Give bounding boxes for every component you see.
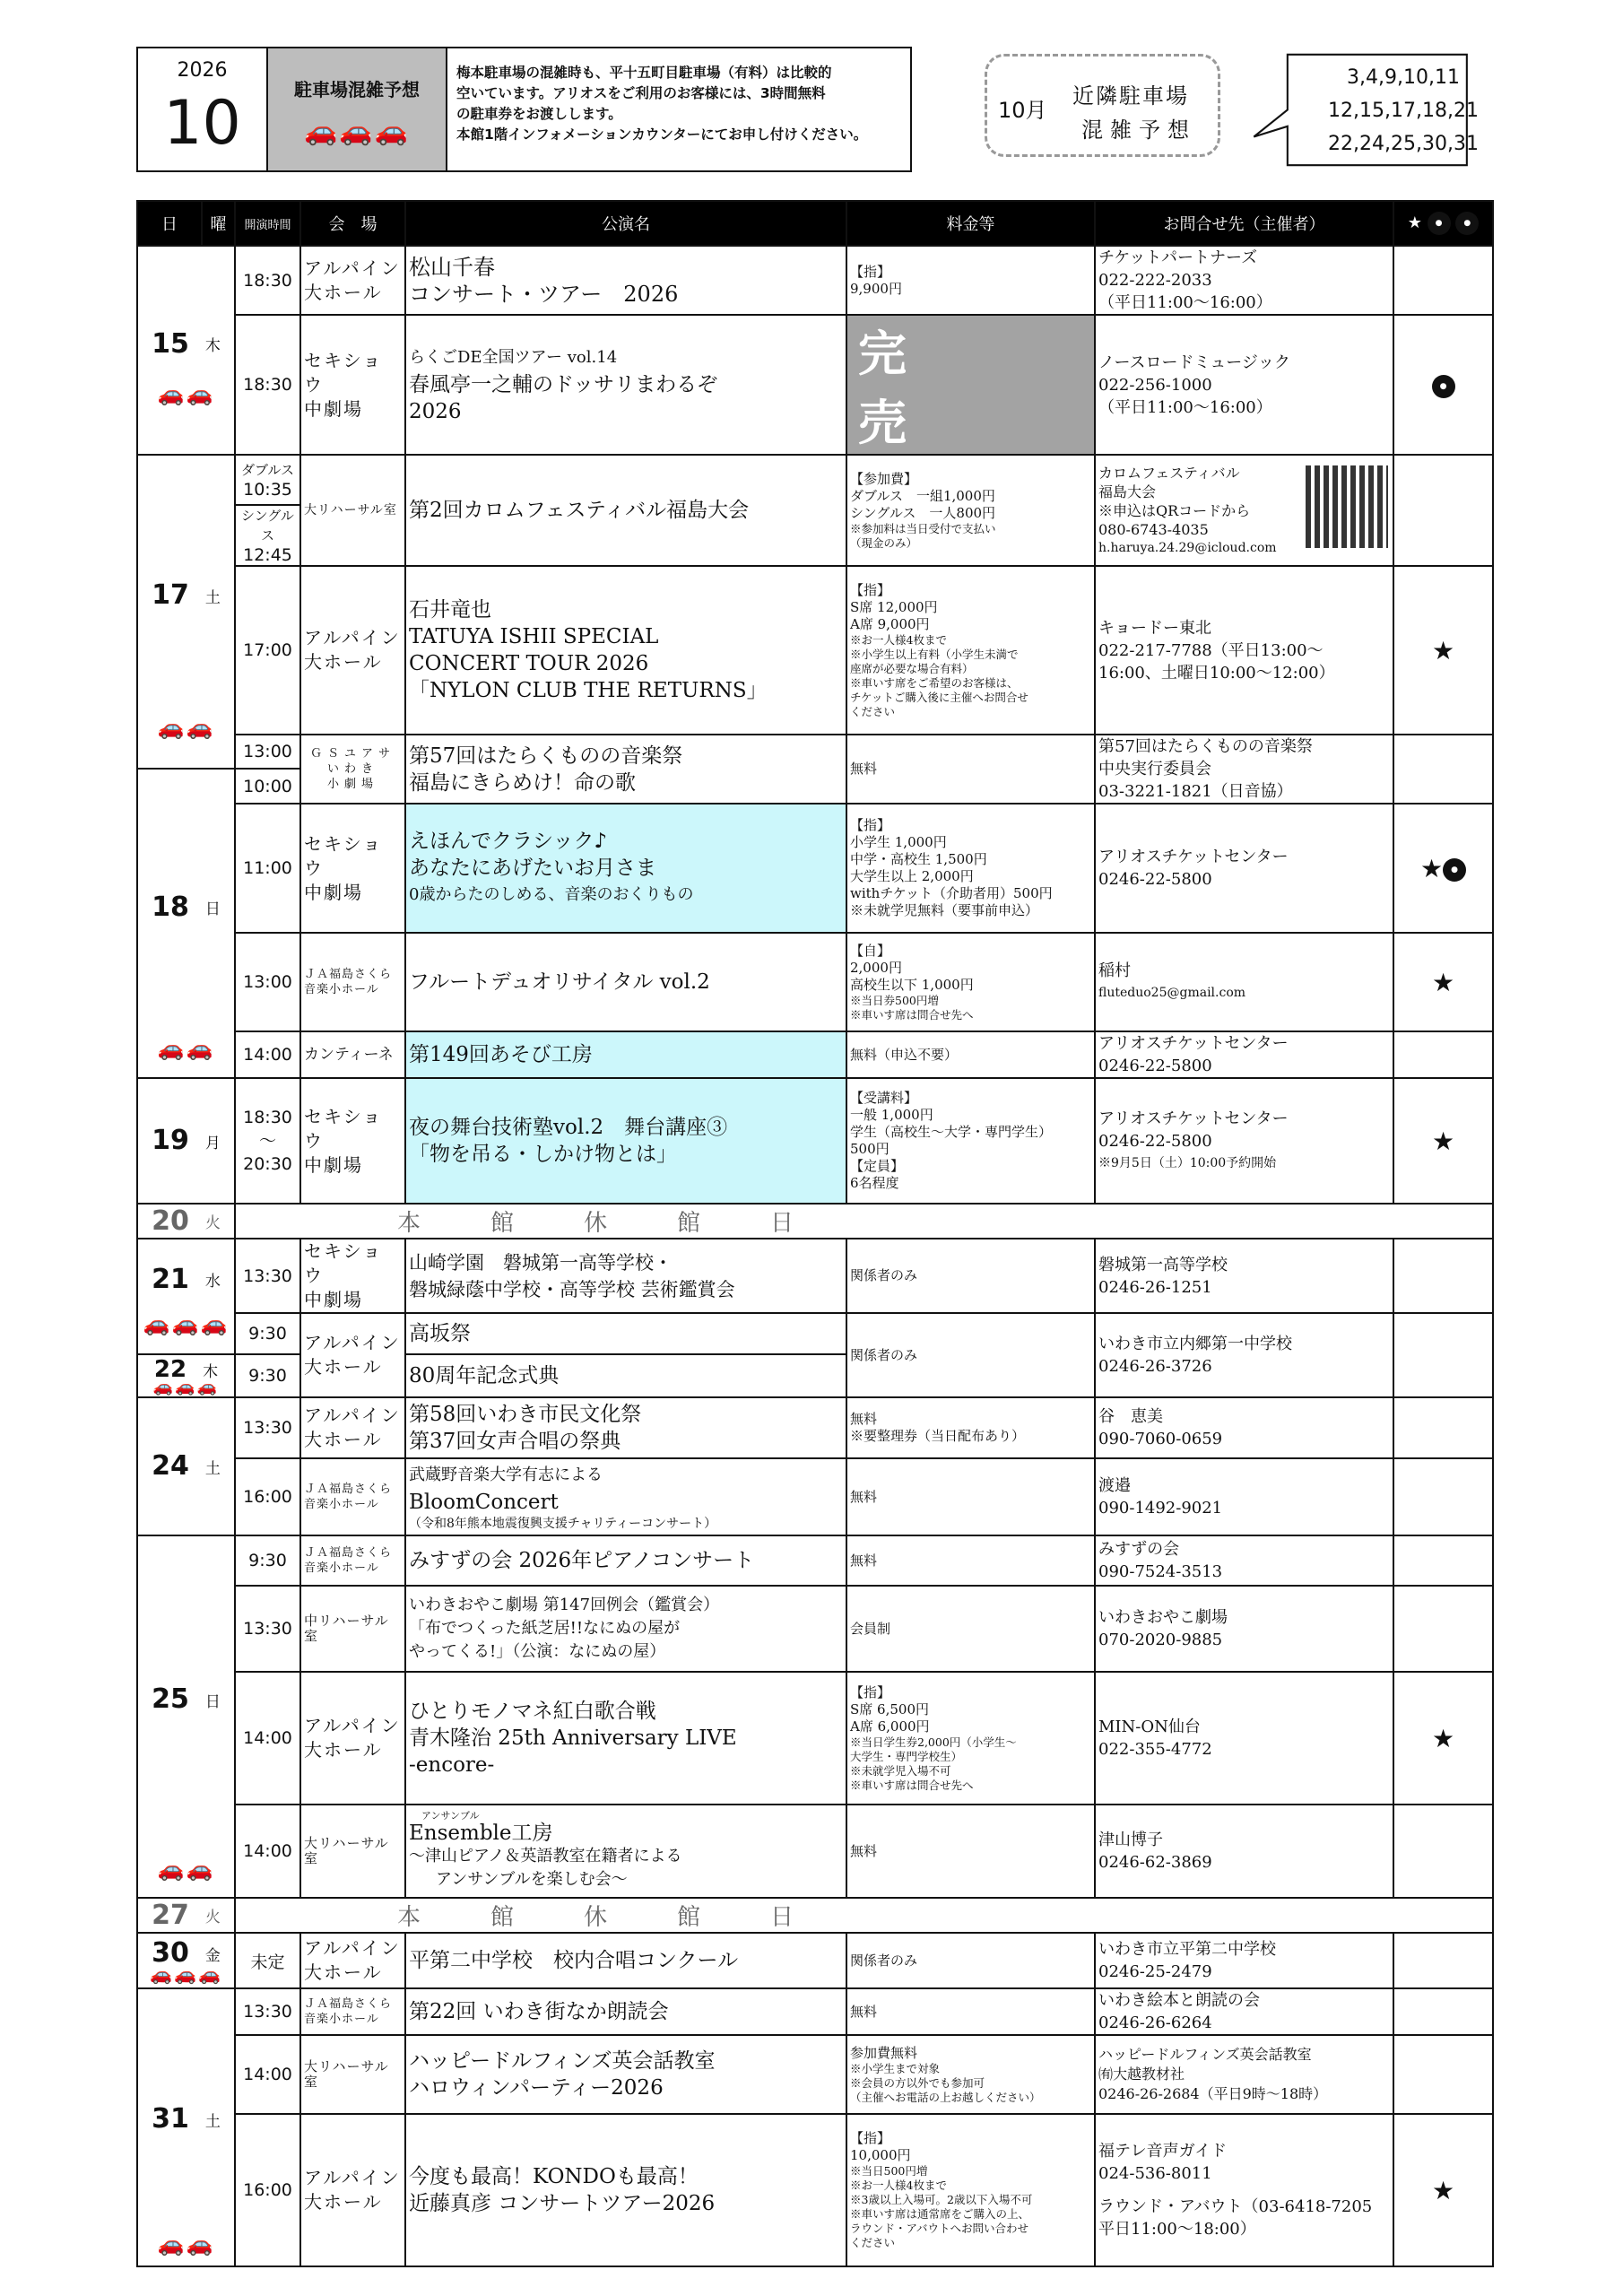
parking-notice: 梅本駐車場の混雑時も、平十五町目駐車場（有料）は比較的 空いています。アリオスをご利用のお客様には、3時間無料 の駐車券をお渡しします。 本館1階インフォメーションカウンターにてお申し付けください。 <box>446 47 912 172</box>
table-row: 19 月 18:30 ～ 20:30 セキショウ 中劇場 夜の舞台技術塾vol.2 舞台講座③ 「物を吊る・しかけ物とは」 【受講料】 一般 1,000円 学生（高校生～大学・専門学生） 500円 【定員】 6名程度 アリオスチケットセンター 0246-22-5800 ※9月5日（土）10:00予約開始 ★ <box>137 1078 1493 1204</box>
car-icon: 🚗🚗 <box>157 1857 215 1882</box>
car-icon: 🚗🚗 <box>157 1035 215 1061</box>
table-row: 9:30 アルパイン 大ホール 高坂祭 関係者のみ いわき市立内郷第一中学校 0246-26-3726 <box>137 1313 1493 1354</box>
sold-out-label: 完売 <box>846 315 1095 455</box>
star-icon: ★ <box>1393 1078 1493 1204</box>
table-row: 30 金 🚗🚗🚗 未定 アルパイン 大ホール 平第二中学校 校内合唱コンクール 関係者のみ いわき市立平第二中学校 0246-25-2479 <box>137 1933 1493 1988</box>
day-cell: 30 金 🚗🚗🚗 <box>137 1933 235 1988</box>
car-icon: 🚗🚗🚗 <box>303 116 411 147</box>
table-row: 18 日 🚗🚗 10:00 <box>137 769 1493 804</box>
table-row: 14:00 大リハーサル室 ハッピードルフィンズ英会話教室 ハロウィンパーティー2026 参加費無料 ※小学生まで対象 ※会員の方以外でも参加可 （主催へお電話の上お越しください） ハッピードルフィンズ英会話教室 ㈲大越教材社 0246-26-2684（平日9時～18時） <box>137 2035 1493 2114</box>
table-row: 31 土 🚗🚗 13:30 ＪＡ福島さくら 音楽小ホール 第22回 いわき街なか朗読会 無料 いわき絵本と朗読の会 0246-26-6264 <box>137 1988 1493 2035</box>
car-icon: 🚗🚗🚗 <box>152 1378 220 1396</box>
star-icon: ★ <box>1419 853 1444 883</box>
table-row: 13:00 ＧＳユアサ いわき 小劇場 第57回はたらくものの音楽祭 福島にきらめけ！命の歌 無料 第57回はたらくものの音楽祭 中央実行委員会 03-3221-1821（日音協） <box>137 735 1493 769</box>
car-icon: 🚗🚗 <box>157 380 215 406</box>
day-cell: 31 土 🚗🚗 <box>137 1988 235 2266</box>
parking-forecast-box <box>266 47 446 172</box>
table-row: 14:00 アルパイン 大ホール ひとりモノマネ紅白歌合戦 青木隆治 25th Anniversary LIVE -encore- 【指】 S席 6,500円 A席 6,000円 ※当日学生券2,000円（小学生～ 大学生・専門学校生） ※未就学児入場不可 ※車いす席は問合せ先へ MIN-ON仙台 022-355-4772 ★ <box>137 1672 1493 1805</box>
table-row: 17 土 🚗🚗 ダブルス 10:35 大リハーサル室 第2回カロムフェスティバル福島大会 【参加費】 ダブルス 一組1,000円 シングルス 一人800円 ※参加料は当日受付で支払い （現金のみ） カロムフェスティバル 福島大会 ※申込はQRコードから 080-6743-4035 h.haruya.24.29@icloud.com <box>137 455 1493 505</box>
day-cell: 22 木 🚗🚗🚗 <box>137 1354 235 1397</box>
star-icon: ★ <box>1393 2114 1493 2266</box>
day-cell: 27 火 <box>137 1898 235 1933</box>
day-cell: 20 火 <box>137 1204 235 1239</box>
car-icon: 🚗🚗🚗 <box>143 1310 230 1336</box>
month: 10 <box>163 88 241 159</box>
badge-icon: ● <box>1443 858 1466 882</box>
badge-icon: ● <box>1432 375 1455 398</box>
table-row: 14:00 大リハーサル室 アンサンブル Ensemble工房 ～津山ピアノ＆英語教室在籍者による アンサンブルを楽しむ会～ 無料 津山博子 0246-62-3869 <box>137 1805 1493 1898</box>
year-month-box <box>136 47 266 172</box>
day-cell: 21 水 🚗🚗🚗 <box>137 1239 235 1354</box>
year: 2026 <box>177 59 228 82</box>
star-icon: ★ <box>1407 213 1422 232</box>
table-row: 22 木 🚗🚗🚗 9:30 80周年記念式典 <box>137 1354 1493 1397</box>
star-icon: ★ <box>1393 933 1493 1031</box>
table-row: 16:00 ＪＡ福島さくら 音楽小ホール 武蔵野音楽大学有志による BloomConcert （令和8年熊本地震復興支援チャリティーコンサート） 無料 渡邉 090-1492-9021 <box>137 1458 1493 1535</box>
day-cell: 19 月 <box>137 1078 235 1204</box>
table-row: 11:00 セキショウ 中劇場 えほんでクラシック♪ あなたにあげたいお月さま 0歳からたのしめる、音楽のおくりもの 【指】 小学生 1,000円 中学・高校生 1,500円 大学生以上 2,000円 withチケット（介助者用）500円 ※未就学児無料（要事前申込） アリオスチケットセンター 0246-22-5800 ★ ● <box>137 804 1493 933</box>
closed-notice: 本館休館日 <box>397 1210 864 1237</box>
nearby-parking-box: 10月 近隣駐車場 混雑予想 <box>985 54 1220 157</box>
table-row: 18:30 セキショウ 中劇場 らくごDE全国ツアー vol.14 春風亭一之輔のドッサリまわるぞ 2026 完売 ノースロードミュージック 022-256-1000 （平日11:00～16:00） ● <box>137 315 1493 455</box>
table-row: 13:30 中リハーサル室 いわきおやこ劇場 第147回例会（鑑賞会） 「布でつくった紙芝居!!なにぬの屋が やってくる!」（公演：なにぬの屋） 会員制 いわきおやこ劇場 070-2020-9885 <box>137 1586 1493 1672</box>
day-cell: 17 土 🚗🚗 <box>137 455 235 769</box>
table-row: 17:00 アルパイン 大ホール 石井竜也 TATUYA ISHII SPECIAL CONCERT TOUR 2026 「NYLON CLUB THE RETURNS」 【指】 S席 12,000円 A席 9,000円 ※お一人様4枚まで ※小学生以上有料（小学生未満で 座席が必要な場合有料） ※車いす席をご希望のお客様は、 チケットご購入後に主催へお問合せ ください キョードー東北 022-217-7788（平日13:00～ 16:00、土曜日10:00～12:00） ★ <box>137 566 1493 735</box>
day-cell: 18 日 🚗🚗 <box>137 769 235 1078</box>
badge-icon: ● <box>1455 212 1479 235</box>
car-icon: 🚗🚗 <box>157 2231 215 2257</box>
table-row: 14:00 カンティーネ 第149回あそび工房 無料（申込不要） アリオスチケットセンター 0246-22-5800 <box>137 1031 1493 1078</box>
table-row: 25 日 🚗🚗 9:30 ＪＡ福島さくら 音楽小ホール みすずの会 2026年ピアノコンサート 無料 みすずの会 090-7524-3513 <box>137 1535 1493 1586</box>
nearby-dates-bubble: 3,4,9,10,11 12,15,17,18,21 22,24,25,30,31 <box>1291 41 1515 183</box>
table-row: 21 水 🚗🚗🚗 13:30 セキショウ 中劇場 山崎学園 磐城第一高等学校・ 磐城緑蔭中学校・高等学校 芸術鑑賞会 関係者のみ 磐城第一高等学校 0246-26-1251 <box>137 1239 1493 1313</box>
table-header: 日 曜 開演時間 会 場 公演名 料金等 お問合せ先（主催者） ★ ● ● <box>137 201 1493 246</box>
table-row: 16:00 アルパイン 大ホール 今度も最高！KONDOも最高！ 近藤真彦 コンサートツアー2026 【指】 10,000円 ※当日500円増 ※お一人様4枚まで ※3歳以上入場可。2歳以下入場不可 ※車いす席は通常席をご購入の上、 ラウンド・アバウトへお問い合わせ ください 福テレ音声ガイド 024-536-8011 ラウンド・アバウト（03-6418-7205 平日11:00～18:00） ★ <box>137 2114 1493 2266</box>
day-cell: 25 日 🚗🚗 <box>137 1535 235 1898</box>
star-icon: ★ <box>1393 566 1493 735</box>
star-icon: ★ <box>1393 1672 1493 1805</box>
qr-code-icon[interactable] <box>1306 465 1388 548</box>
badge-icon: ● <box>1428 212 1451 235</box>
table-row: 15 木 🚗🚗 18:30 アルパイン 大ホール 松山千春 コンサート・ツアー 2026 【指】 9,900円 チケットパートナーズ 022-222-2033 （平日11:00～16:00） <box>137 246 1493 315</box>
car-icon: 🚗🚗🚗 <box>150 1963 222 1985</box>
closed-notice: 本館休館日 <box>397 1904 864 1931</box>
day-cell: 15 木 🚗🚗 <box>137 246 235 455</box>
table-row: 24 土 13:30 アルパイン 大ホール 第58回いわき市民文化祭 第37回女声合唱の祭典 無料 ※要整理券（当日配布あり） 谷 恵美 090-7060-0659 <box>137 1397 1493 1458</box>
car-icon: 🚗🚗 <box>157 715 215 740</box>
parking-title: 駐車場混雑予想 <box>294 79 420 100</box>
table-row: 13:00 ＪＡ福島さくら 音楽小ホール フルートデュオリサイタル vol.2 【自】 2,000円 高校生以下 1,000円 ※当日券500円増 ※車いす席は問合せ先へ 稲村 fluteduo25@gmail.com ★ <box>137 933 1493 1031</box>
schedule-table <box>136 200 1494 2267</box>
day-cell: 24 土 <box>137 1397 235 1535</box>
table-row <box>137 1898 1493 1933</box>
table-row <box>137 1204 1493 1239</box>
table-row: シングルス 12:45 <box>137 505 1493 566</box>
